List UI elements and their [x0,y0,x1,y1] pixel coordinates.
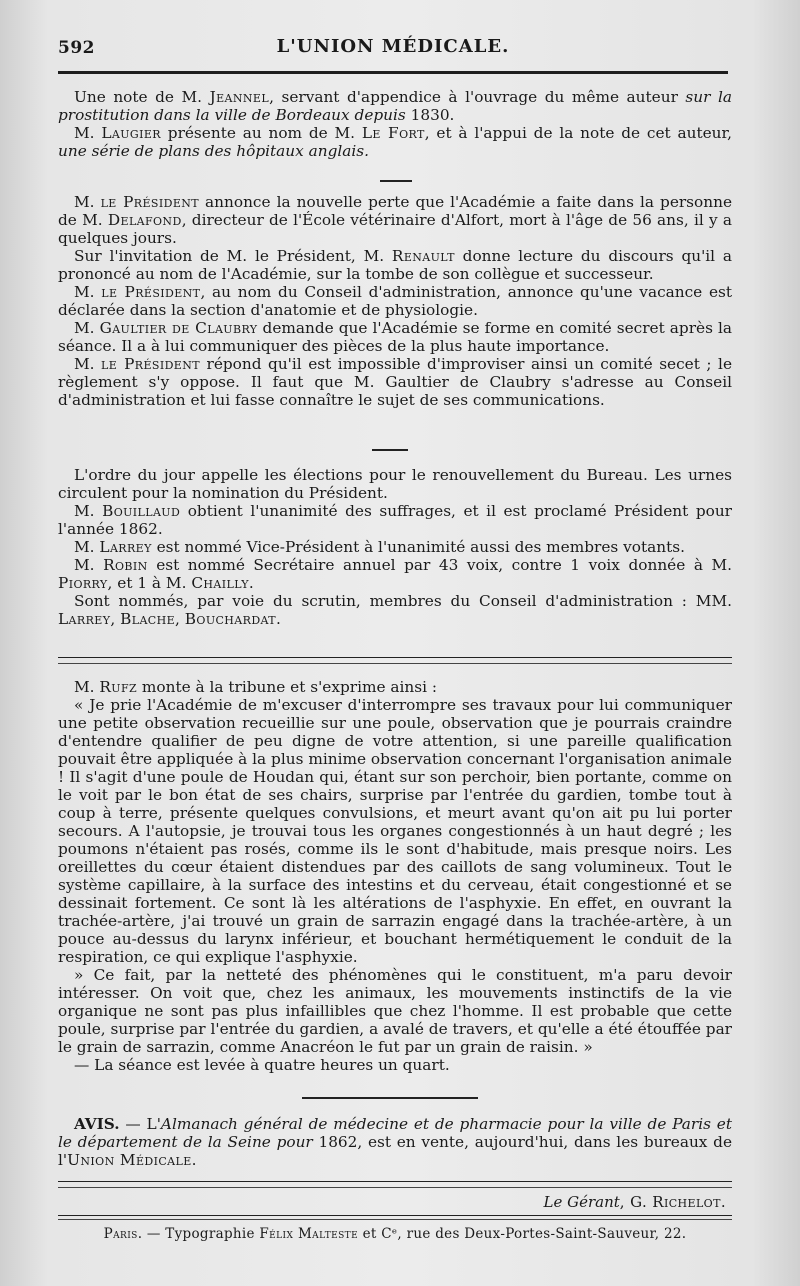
paragraph: Sur l'invitation de M. le Président, M. Renault donne lecture du discours qu'il a prononcé au nom de l'Académie, sur la tombe de son collègue et successeur. [58,247,732,283]
text-block-1 [58,88,732,160]
section-separator [372,449,408,451]
paragraph: » Ce fait, par la netteté des phénomènes qui le constituent, m'a paru devoir intéresser. On voit que, chez les animaux, les mouvements instinctifs de la vie organique ne sont pas plus infaillibles que chez l'homme. Il est probable que cette poule, surprise par l'entrée du gardien, a avalé de travers, et qu'elle a été étouffée par le grain de sarrazin, comme Anacréon le fut par un grain de raisin. » [58,966,732,1056]
printer-imprint: Paris. — Typographie Félix Malteste et Cᵉ, rue des Deux-Portes-Saint-Sauveur, 22. [103,1226,687,1242]
gerant-signature: Le Gérant, G. Richelot. [543,1193,726,1211]
paragraph: M. Gaultier de Claubry demande que l'Académie se forme en comité secret après la séance. Il a à lui communiquer des pièces de la plus haute importance. [58,319,732,355]
footer-double-rule [58,1181,732,1188]
imprint-rule [58,1215,732,1220]
notice-paragraph: AVIS. — L'Almanach général de médecine et de pharmacie pour la ville de Paris et le département de la Seine pour 1862, est en vente, aujourd'hui, dans les bureaux de l'Union Médicale. [58,1115,732,1169]
paragraph: « Je prie l'Académie de m'excuser d'interrompre ses travaux pour lui communiquer une petite observation recueillie sur une poule, observation que je pourrais craindre d'entendre qualifier de peu digne de votre attention, si une pareille qualification pouvait être appliquée à la plus minime observation concernant l'organisation animale ! Il s'agit d'une poule de Houdan qui, étant sur son perchoir, bien portante, comme on le voit par le bon état de ses chairs, surprise par l'entrée du gardien, tombe tout à coup à terre, présente quelques convulsions, et meurt avant qu'on ait pu lui porter secours. A l'autopsie, je trouvai tous les organes congestionnés à un haut degré ; les poumons n'étaient pas rosés, comme ils le sont d'habitude, mais presque noirs. Les oreillettes du cœur étaient distendues par des caillots de sang volumineux. Tout le système capillaire, à la surface des intestins et du cerveau, était congestionné et se dessinait fortement. Ce sont là les altérations de l'asphyxie. En effet, en ouvrant la trachée-artère, j'ai trouvé un grain de sarrazin engagé dans la trachée-artère, à un pouce au-dessus du larynx inférieur, et bouchant hermétiquement le conduit de la respiration, ce qui explique l'asphyxie. [58,696,732,966]
text-block-3 [58,466,732,628]
page-header [58,30,728,60]
text-block-2 [58,193,732,409]
paragraph: M. le Président répond qu'il est impossible d'improviser ainsi un comité secet ; le règlement s'y oppose. Il faut que M. Gaultier de Claubry s'adresse au Conseil d'administration et lui fasse connaître le sujet de ses communications. [58,355,732,409]
paragraph: M. Larrey est nommé Vice-Président à l'unanimité aussi des membres votants. [74,538,685,556]
paragraph: M. Robin est nommé Secrétaire annuel par 43 voix, contre 1 voix donnée à M. Piorry, et 1 à M. Chailly. [58,556,732,592]
person-name: Le Fort [361,124,425,142]
paragraph: — La séance est levée à quatre heures un quart. [74,1056,450,1074]
notice-block [58,1115,732,1169]
text-block-4 [58,678,732,1074]
paragraph: M. Rufz monte à la tribune et s'exprime ainsi : [74,678,438,696]
section-double-rule [58,657,732,664]
paragraph: M. le Président, au nom du Conseil d'administration, annonce qu'une vacance est déclarée dans la section d'anatomie et de physiologie. [58,283,733,319]
section-separator [302,1097,478,1099]
header-rule [58,71,728,74]
paragraph: M. Laugier présente au nom de M. Le Fort, et à l'appui de la note de cet auteur, une série de plans des hôpitaux anglais. [58,124,732,160]
page-number: 592 [58,38,95,58]
paragraph: Une note de M. Jeannel, servant d'appendice à l'ouvrage du même auteur sur la prostitution dans la ville de Bordeaux depuis 1830. [58,88,732,124]
paragraph: M. le Président annonce la nouvelle perte que l'Académie a faite dans la personne de M. Delafond, directeur de l'École vétérinaire d'Alfort, mort à l'âge de 56 ans, il y a quelques jours. [58,193,732,247]
person-name: Laugier [101,124,161,142]
section-separator [380,180,412,182]
running-title: L'UNION MÉDICALE. [276,36,510,57]
paragraph: M. Bouillaud obtient l'unanimité des suffrages, et il est proclamé Président pour l'année 1862. [58,502,732,538]
person-name: Jeannel [209,88,270,106]
paragraph: L'ordre du jour appelle les élections pour le renouvellement du Bureau. Les urnes circulent pour la nomination du Président. [58,466,732,502]
paragraph: Sont nommés, par voie du scrutin, membres du Conseil d'administration : MM. Larrey, Blache, Bouchardat. [58,592,732,628]
notice-label: AVIS. [74,1115,120,1133]
